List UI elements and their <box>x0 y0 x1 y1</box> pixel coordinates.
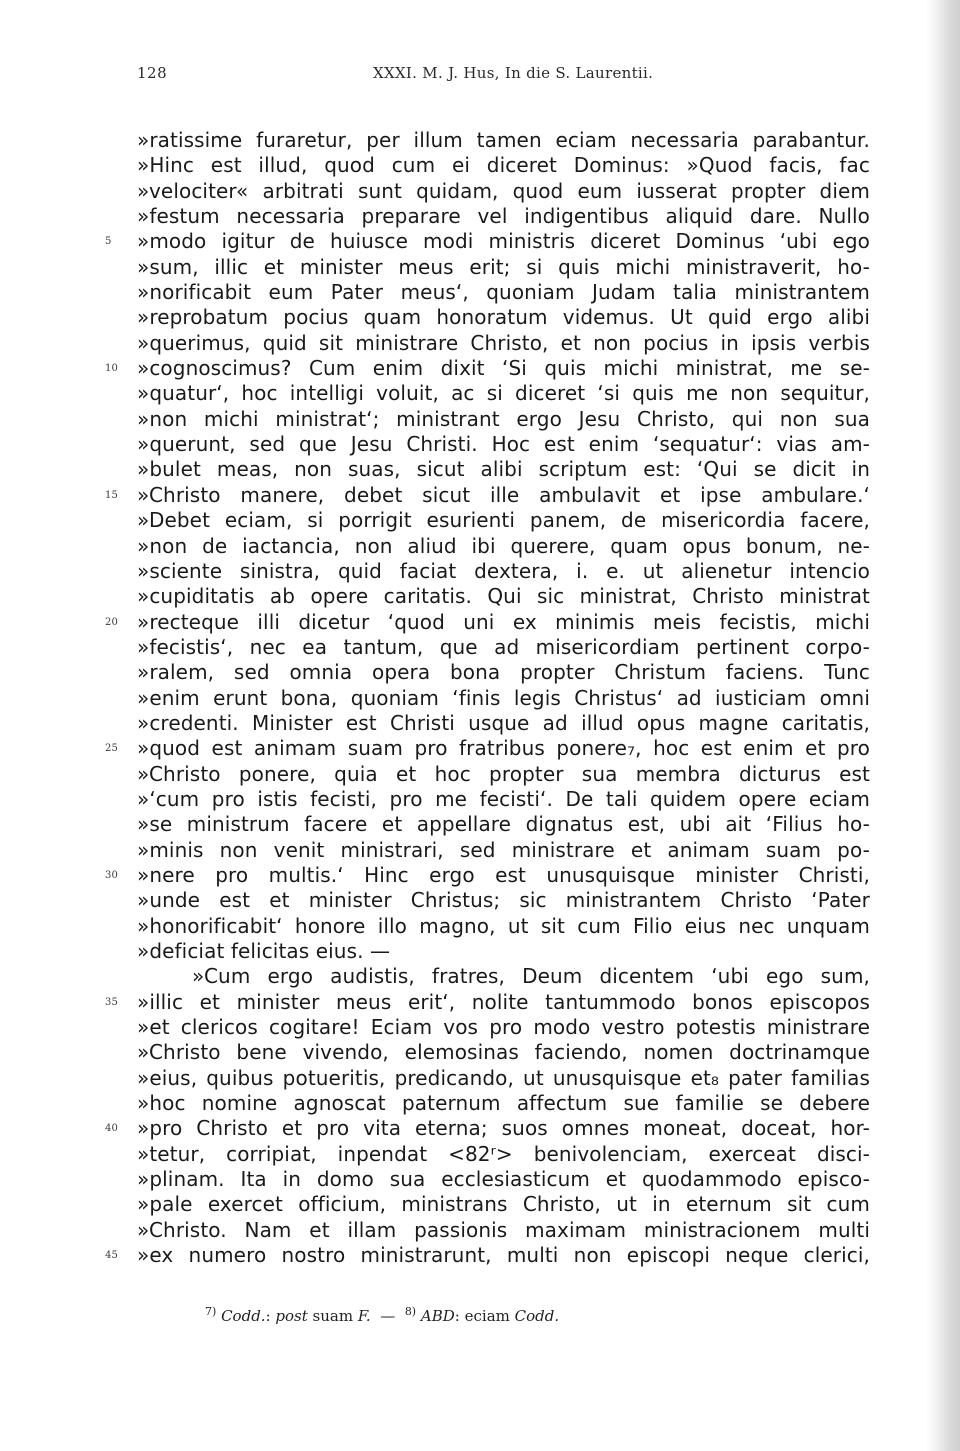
text-line-content: »credenti. Minister est Christi usque ad illud opus magne caritatis, <box>137 710 870 735</box>
text-line <box>137 812 870 837</box>
text-line-content: »Hinc est illud, quod cum ei diceret Dominus: »Quod facis, fac <box>137 153 870 178</box>
text-line <box>137 280 870 305</box>
text-line <box>137 179 870 204</box>
text-line-content: »reprobatum pocius quam honoratum videmus. Ut quid ergo alibi <box>137 305 870 330</box>
text-line-content: »querunt, sed que Jesu Christi. Hoc est enim ‘sequatur‘: vias am- <box>137 432 870 457</box>
text-line-content: »se ministrum facere et appellare dignatus est, ubi ait ‘Filius ho- <box>137 812 870 837</box>
text-line <box>137 635 870 660</box>
text-line-content: »non michi ministrat‘; ministrant ergo Jesu Christo, qui non sua <box>137 406 870 431</box>
text-line-content: »Christo bene vivendo, elemosinas faciendo, nomen doctrinamque <box>137 1040 870 1065</box>
text-line-content: »sciente sinistra, quid faciat dextera, i. e. ut alienetur intencio <box>137 558 870 583</box>
text-line <box>137 914 870 939</box>
running-title: XXXI. M. J. Hus, In die S. Laurentii. <box>373 64 654 82</box>
text-line <box>137 407 870 432</box>
footnote-8-colon: : <box>454 1307 460 1325</box>
text-line-content: »Cum ergo audistis, fratres, Deum dicentem ‘ubi ego sum, <box>192 964 870 989</box>
text-line-content: »festum necessaria preparare vel indigentibus aliquid dare. Nullo <box>137 204 870 229</box>
text-line-content: »fecistis‘, nec ea tantum, que ad misericordiam pertinent corpo- <box>137 634 870 659</box>
text-line <box>105 482 870 508</box>
text-line-content: »illic et minister meus erit‘, nolite tantummodo bonos episcopos <box>137 989 870 1014</box>
text-line <box>137 1142 870 1167</box>
text-line-content: »recteque illi dicetur ‘quod uni ex minimis meis fecistis, michi <box>137 609 870 634</box>
text-line-content: »cupiditatis ab opere caritatis. Qui sic ministrat, Christo ministrat <box>137 584 870 609</box>
text-line <box>137 559 870 584</box>
text-line-content: »pale exercet officium, ministrans Christo, ut in eternum sit cum <box>137 1192 870 1217</box>
text-line <box>105 356 870 381</box>
text-line-content: »nere pro multis.‘ Hinc ergo est unusquisque minister Christi, <box>137 862 870 887</box>
text-line <box>137 762 870 787</box>
text-line <box>137 508 870 533</box>
text-line-content: »Debet eciam, si porrigit esurienti panem, de misericordia facere, <box>137 508 870 533</box>
text-line-content: »norificabit eum Pater meus‘, quoniam Judam talia ministrantem <box>137 280 870 305</box>
text-line <box>105 1243 870 1268</box>
text-line <box>137 331 870 356</box>
footnote-7-post: post <box>275 1307 308 1325</box>
text-line-content: »velociter« arbitrati sunt quidam, quod eum iusserat propter diem <box>137 178 870 203</box>
text-line <box>137 686 870 711</box>
main-text-block <box>105 128 870 1268</box>
text-line-content: »deficiat felicitas eius. — <box>137 939 391 963</box>
line-number: 45 <box>105 1250 118 1262</box>
footnote-7-mark: 7) <box>205 1305 217 1318</box>
text-line-content: »ratissime furaretur, per illum tamen eciam necessaria parabantur. <box>137 128 870 152</box>
text-line <box>137 457 870 482</box>
text-line-content: »bulet meas, non suas, sicut alibi scriptum est: ‘Qui se dicit in <box>137 457 870 482</box>
text-line <box>137 153 870 178</box>
page-number: 128 <box>137 64 168 82</box>
text-line-content: »hoc nomine agnoscat paternum affectum sue familie se debere <box>137 1091 870 1116</box>
text-line <box>137 888 870 913</box>
footnotes <box>205 1305 805 1325</box>
text-line-content: »Christo ponere, quia et hoc propter sua membra dicturus est <box>137 761 870 786</box>
footnote-7-manuscript: F. <box>357 1307 371 1325</box>
line-number: 25 <box>105 743 118 755</box>
running-header <box>137 64 870 88</box>
text-line <box>105 989 870 1015</box>
text-line-content: »plinam. Ita in domo sua ecclesiasticum et quodammodo episco- <box>137 1167 870 1192</box>
line-number: 10 <box>105 363 118 375</box>
text-line-content: »quatur‘, hoc intelligi voluit, ac si diceret ‘si quis me non sequitur, <box>137 381 870 406</box>
text-line-content: »Christo. Nam et illam passionis maximam ministracionem multi <box>137 1217 870 1242</box>
text-line-content: »minis non venit ministrari, sed ministrare et animam suam po- <box>137 837 870 862</box>
text-line <box>137 711 870 736</box>
text-line <box>137 1091 870 1116</box>
text-line-content: »modo igitur de huiusce modi ministris diceret Dominus ‘ubi ego <box>137 229 870 254</box>
text-line <box>137 534 870 559</box>
text-line <box>137 1015 870 1040</box>
text-line-content: »enim erunt bona, quoniam ‘finis legis Christus‘ ad iusticiam omni <box>137 685 870 710</box>
text-line <box>105 1116 870 1141</box>
text-line-content: »cognoscimus? Cum enim dixit ‘Si quis michi ministrat, me se- <box>137 356 870 381</box>
footnote-7 <box>205 1307 375 1325</box>
footnote-separator: — <box>380 1307 396 1325</box>
text-line <box>137 660 870 685</box>
footnote-7-word: suam <box>312 1307 354 1325</box>
line-number: 35 <box>105 996 118 1008</box>
text-line <box>137 1066 870 1091</box>
text-line <box>137 204 870 229</box>
text-line <box>137 1192 870 1217</box>
text-line-content: »ex numero nostro ministrarunt, multi non episcopi neque clerici, <box>137 1243 870 1268</box>
footnote-8-word: eciam <box>464 1307 510 1325</box>
text-line <box>137 432 870 457</box>
line-number: 40 <box>105 1123 118 1135</box>
line-number: 15 <box>105 489 118 501</box>
footnote-8-manuscripts: ABD <box>420 1307 455 1325</box>
line-number: 5 <box>105 236 112 248</box>
text-line <box>137 1167 870 1192</box>
text-line-content: »et clericos cogitare! Eciam vos pro modo vestro potestis ministrare <box>137 1015 870 1040</box>
footnote-7-colon: : <box>265 1307 271 1325</box>
text-line <box>137 584 870 609</box>
text-line-content: »unde est et minister Christus; sic ministrantem Christo ‘Pater <box>137 888 870 913</box>
footnote-8 <box>405 1307 559 1325</box>
text-line <box>137 964 870 989</box>
footnote-7-codd: Codd. <box>221 1307 266 1325</box>
line-number: 30 <box>105 869 118 881</box>
text-line-content: »Christo manere, debet sicut ille ambulavit et ipse ambulare.‘ <box>137 482 870 507</box>
text-line-content: »tetur, corripiat, inpendat <82ʳ> benivolenciam, exerceat disci- <box>137 1141 870 1166</box>
text-line-content: »eius, quibus potueritis, predicando, ut unusquisque et₈ pater familias <box>137 1065 870 1090</box>
text-line-content: »non de iactancia, non aliud ibi querere, quam opus bonum, ne- <box>137 533 870 558</box>
text-line-content: »quod est animam suam pro fratribus ponere₇, hoc est enim et pro <box>137 736 870 761</box>
text-line <box>137 255 870 280</box>
text-line-content: »honorificabit‘ honore illo magno, ut sit cum Filio eius nec unquam <box>137 913 870 938</box>
text-line <box>137 381 870 406</box>
line-number: 20 <box>105 616 118 628</box>
text-line <box>105 862 870 888</box>
text-line-content: »ralem, sed omnia opera bona propter Christum faciens. Tunc <box>137 660 870 685</box>
text-line-content: »sum, illic et minister meus erit; si quis michi ministraverit, ho- <box>137 254 870 279</box>
text-line <box>137 838 870 863</box>
text-line <box>137 128 870 153</box>
text-line <box>137 787 870 812</box>
text-line <box>137 305 870 330</box>
text-line-content: »pro Christo et pro vita eterna; suos omnes moneat, doceat, hor- <box>137 1116 870 1141</box>
scan-page-edge <box>926 0 960 1451</box>
text-line-content: »‘cum pro istis fecisti, pro me fecisti‘. De tali quidem opere eciam <box>137 786 870 811</box>
text-line <box>105 609 870 635</box>
footnote-8-mark: 8) <box>404 1305 417 1318</box>
text-line <box>105 229 870 254</box>
text-line <box>137 1040 870 1065</box>
text-line-content: »querimus, quid sit ministrare Christo, et non pocius in ipsis verbis <box>137 330 870 355</box>
footnote-8-codd: Codd. <box>514 1307 560 1325</box>
text-line <box>137 1218 870 1243</box>
text-line <box>105 736 870 761</box>
text-line <box>137 939 870 964</box>
